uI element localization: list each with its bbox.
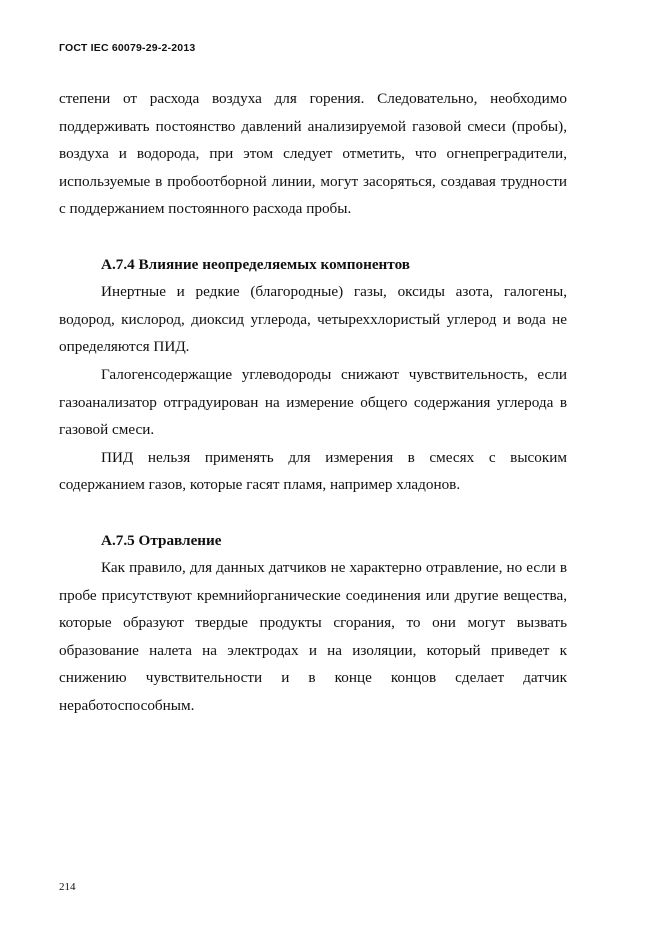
section-a75-heading: А.7.5 Отравление — [101, 531, 222, 549]
page-number: 214 — [59, 881, 76, 893]
standard-header: ГОСТ IEC 60079-29-2-2013 — [59, 42, 196, 54]
section-a74-paragraph-3: ПИД нельзя применять для измерения в смесях с высоким содержанием газов, которые гасят пламя, например хладонов. — [59, 448, 567, 494]
section-a74-paragraph-2: Галогенсодержащие углеводороды снижают чувствительность, если газоанализатор отградуирован на измерение общего содержания углерода в газовой смеси. — [59, 365, 567, 439]
section-a74-heading: А.7.4 Влияние неопределяемых компонентов — [101, 255, 410, 273]
document-body — [59, 85, 567, 720]
intro-paragraph: степени от расхода воздуха для горения. Следовательно, необходимо поддерживать постоянство давлений анализируемой газовой смеси (пробы), воздуха и водорода, при этом следует отметить, что огнепреградители, используемые в пробоотборной линии, могут засоряться, создавая трудности с поддержанием постоянного расхода пробы. — [59, 90, 567, 218]
section-a74-paragraph-1: Инертные и редкие (благородные) газы, оксиды азота, галогены, водород, кислород, диоксид углерода, четыреххлористый углерод и вода не определяются ПИД. — [59, 283, 567, 356]
section-a75-paragraph-1: Как правило, для данных датчиков не характерно отравление, но если в пробе присутствуют кремнийорганические соединения или другие вещества, которые образуют твердые продукты сгорания, то они могут вызвать образование налета на электродах и на изоляции, который приведет к снижению чувствительности и в конце концов сделает датчик неработоспособным. — [59, 559, 567, 715]
